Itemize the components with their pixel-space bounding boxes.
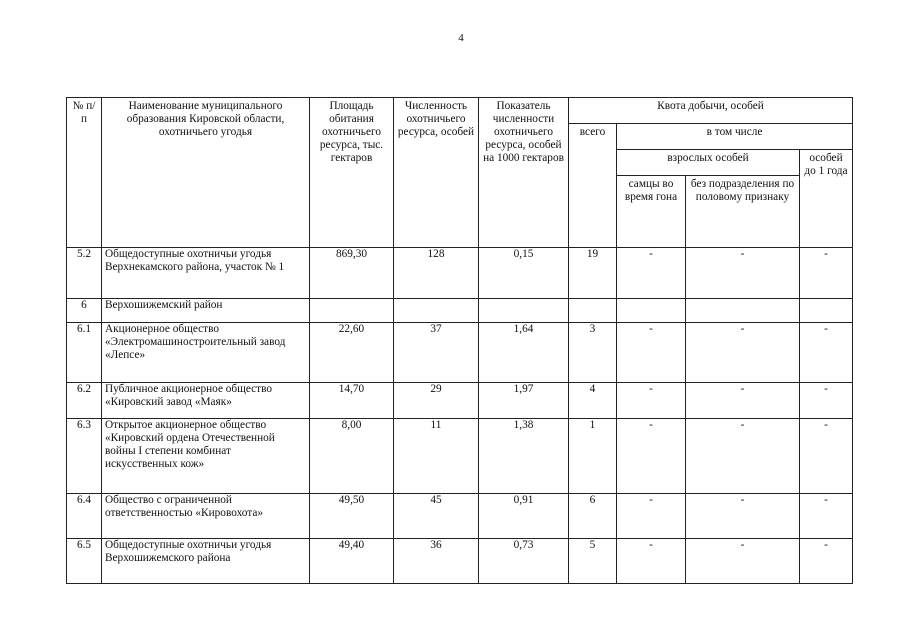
row-density <box>479 299 569 323</box>
row-num: 6.3 <box>67 419 102 494</box>
row-no-sex: - <box>686 248 800 299</box>
header-density: Показатель численности охотничьего ресурса, особей на 1000 гектаров <box>479 98 569 248</box>
row-no-sex: - <box>686 323 800 383</box>
row-area: 49,40 <box>310 539 394 584</box>
row-total: 3 <box>569 323 617 383</box>
header-total: всего <box>569 124 617 248</box>
header-area: Площадь обитания охотничьего ресурса, тыс. гектаров <box>310 98 394 248</box>
row-population <box>394 299 479 323</box>
row-total: 4 <box>569 383 617 419</box>
row-males: - <box>617 419 686 494</box>
row-density: 1,38 <box>479 419 569 494</box>
row-total <box>569 299 617 323</box>
table-row <box>67 539 853 584</box>
row-area: 869,30 <box>310 248 394 299</box>
row-males: - <box>617 539 686 584</box>
row-population: 128 <box>394 248 479 299</box>
row-num: 6.2 <box>67 383 102 419</box>
row-males <box>617 299 686 323</box>
row-total: 1 <box>569 419 617 494</box>
row-total: 19 <box>569 248 617 299</box>
row-population: 11 <box>394 419 479 494</box>
table-row <box>67 383 853 419</box>
header-including: в том числе <box>617 124 853 150</box>
row-total: 5 <box>569 539 617 584</box>
row-young: - <box>800 323 853 383</box>
row-area: 8,00 <box>310 419 394 494</box>
row-young: - <box>800 539 853 584</box>
table-row <box>67 419 853 494</box>
row-num: 6.5 <box>67 539 102 584</box>
header-males: самцы во время гона <box>617 176 686 248</box>
row-population: 29 <box>394 383 479 419</box>
row-area: 14,70 <box>310 383 394 419</box>
row-young: - <box>800 383 853 419</box>
quota-table <box>66 97 853 584</box>
row-no-sex: - <box>686 539 800 584</box>
row-no-sex: - <box>686 494 800 539</box>
header-name: Наименование муниципального образования Кировской области, охотничьего угодья <box>102 98 310 248</box>
row-no-sex: - <box>686 419 800 494</box>
row-num: 6.4 <box>67 494 102 539</box>
row-no-sex <box>686 299 800 323</box>
row-name: Общедоступные охотничьи угодья Верхнекамского района, участок № 1 <box>102 248 310 299</box>
table-row <box>67 323 853 383</box>
row-population: 37 <box>394 323 479 383</box>
row-males: - <box>617 383 686 419</box>
page-number: 4 <box>458 32 464 44</box>
row-males: - <box>617 323 686 383</box>
row-name: Публичное акционерное общество «Кировский завод «Маяк» <box>102 383 310 419</box>
table-row <box>67 299 853 323</box>
row-num: 6.1 <box>67 323 102 383</box>
row-name: Общество с ограниченной ответственностью «Кировохота» <box>102 494 310 539</box>
header-num: № п/п <box>67 98 102 248</box>
row-area: 49,50 <box>310 494 394 539</box>
header-no-sex: без подразделения по половому признаку <box>686 176 800 248</box>
row-area: 22,60 <box>310 323 394 383</box>
row-no-sex: - <box>686 383 800 419</box>
row-name: Общедоступные охотничьи угодья Верхошижемского района <box>102 539 310 584</box>
row-young: - <box>800 494 853 539</box>
table-row <box>67 248 853 299</box>
header-young: особей до 1 года <box>800 150 853 248</box>
row-density: 0,15 <box>479 248 569 299</box>
header-quota: Квота добычи, особей <box>569 98 853 124</box>
row-population: 36 <box>394 539 479 584</box>
row-population: 45 <box>394 494 479 539</box>
row-name: Открытое акционерное общество «Кировский ордена Отечественной войны I степени комбинат искусственных кож» <box>102 419 310 494</box>
row-name: Акционерное общество «Электромашиностроительный завод «Лепсе» <box>102 323 310 383</box>
row-density: 0,91 <box>479 494 569 539</box>
row-density: 1,64 <box>479 323 569 383</box>
header-adults: взрослых особей <box>617 150 800 176</box>
row-num: 6 <box>67 299 102 323</box>
row-young: - <box>800 419 853 494</box>
row-young: - <box>800 248 853 299</box>
row-name: Верхошижемский район <box>102 299 310 323</box>
row-total: 6 <box>569 494 617 539</box>
table-row <box>67 494 853 539</box>
row-young <box>800 299 853 323</box>
row-males: - <box>617 248 686 299</box>
row-area <box>310 299 394 323</box>
header-population: Численность охотничьего ресурса, особей <box>394 98 479 248</box>
row-density: 1,97 <box>479 383 569 419</box>
row-males: - <box>617 494 686 539</box>
row-num: 5.2 <box>67 248 102 299</box>
row-density: 0,73 <box>479 539 569 584</box>
